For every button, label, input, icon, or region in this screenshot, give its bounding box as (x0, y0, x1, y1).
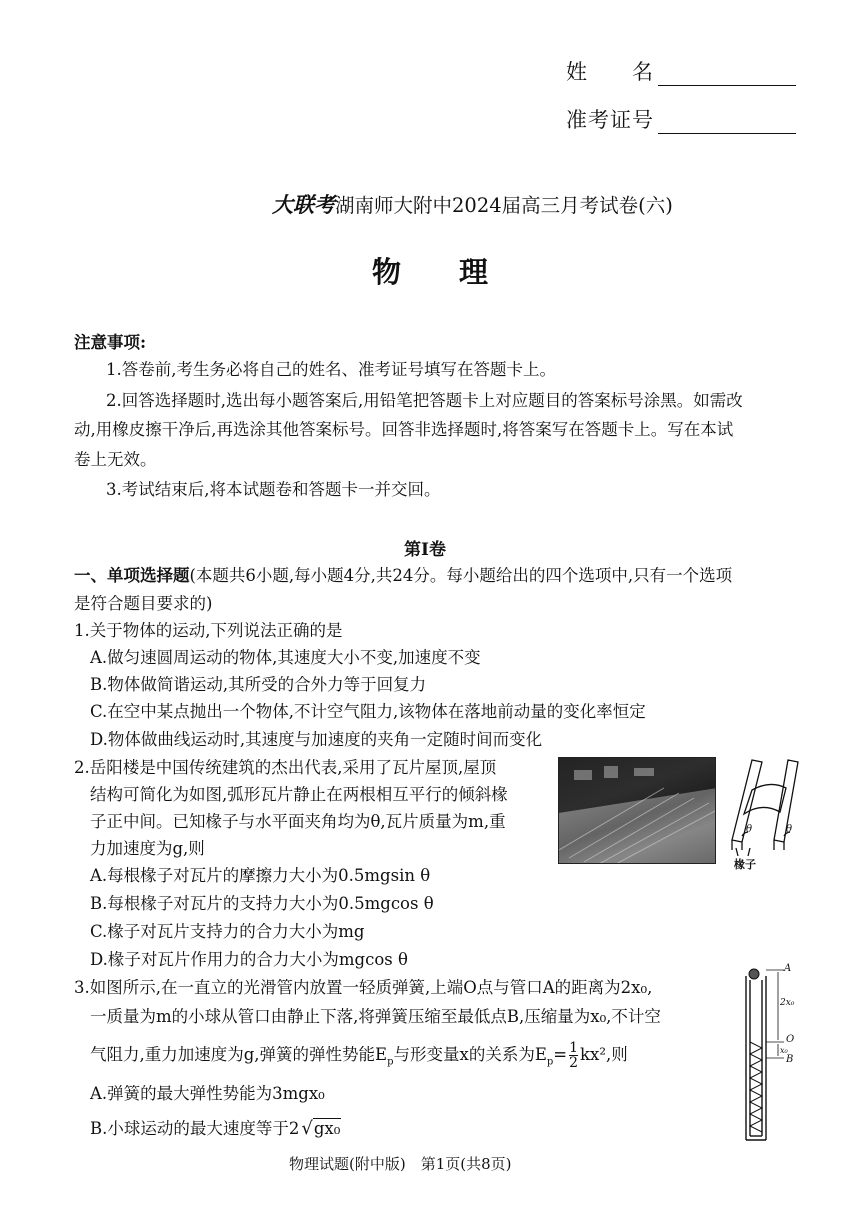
q2-option-a: A.每根椽子对瓦片的摩擦力大小为0.5mgsin θ (90, 866, 431, 885)
name-blank (658, 62, 796, 86)
rafter-theta-left: θ (746, 824, 753, 835)
q1-option-b: B.物体做简谐运动,其所受的合外力等于回复力 (90, 675, 427, 694)
name-field-row (566, 56, 796, 86)
q2-stem-line-3: 子正中间。已知椽子与水平面夹角均为θ,瓦片质量为m,重 (90, 812, 506, 831)
q2-option-c: C.椽子对瓦片支持力的合力大小为mg (90, 922, 365, 941)
tube-label-b: B (786, 1054, 794, 1065)
name-label: 姓 名 (566, 60, 654, 84)
notice-heading: 注意事项: (74, 333, 147, 352)
roof-photo-shapes (559, 758, 716, 864)
page-footer: 物理试题(附中版) 第1页(共8页) (289, 1155, 512, 1173)
q1-stem: 1.关于物体的运动,下列说法正确的是 (74, 621, 343, 640)
q2-stem-line-1: 2.岳阳楼是中国传统建筑的杰出代表,采用了瓦片屋顶,屋顶 (74, 758, 497, 777)
notice-item-2-line-1: 2.回答选择题时,选出每小题答案后,用铅笔把答题卡上对应题目的答案标号涂黑。如需改 (106, 391, 743, 410)
q3-line3-sub: p (387, 1056, 394, 1068)
section-heading-bold: 一、单项选择题 (74, 566, 190, 585)
notice-item-3: 3.考试结束后,将本试题卷和答题卡一并交回。 (106, 480, 441, 499)
q1-option-d: D.物体做曲线运动时,其速度与加速度的夹角一定随时间而变化 (90, 730, 543, 749)
spring-tube-svg (740, 966, 806, 1144)
q3-line3-mid: 与形变量x的关系为E (393, 1045, 547, 1064)
section-heading-rest: (本题共6小题,每小题4分,共24分。每小题给出的四个选项中,只有一个选项 (189, 566, 733, 585)
rafter-diagram-svg (728, 754, 800, 872)
section-heading-line-1 (74, 562, 732, 589)
q1-option-c: C.在空中某点抛出一个物体,不计空气阻力,该物体在落地前动量的变化率恒定 (90, 702, 646, 721)
section-heading-line-2: 是符合题目要求的) (74, 594, 213, 613)
q3-stem-line-1: 3.如图所示,在一直立的光滑管内放置一轻质弹簧,上端O点与管口A的距离为2x₀, (74, 978, 653, 997)
q3-line3-pre: 气阻力,重力加速度为g,弹簧的弹性势能E (90, 1045, 388, 1064)
q2-option-d: D.椽子对瓦片作用力的合力大小为mgcos θ (90, 950, 408, 969)
volume-heading: 第Ⅰ卷 (404, 540, 446, 560)
tube-label-x0: x₀ (780, 1046, 788, 1055)
notice-item-2-line-2: 动,用橡皮擦干净后,再选涂其他答案标号。回答非选择题时,将答案写在答题卡上。写在本试 (74, 420, 734, 439)
brand-logo-text: 大联考 (272, 192, 335, 217)
q3-fraction (569, 1041, 578, 1070)
q2-stem-line-2: 结构可简化为如图,弧形瓦片静止在两根相互平行的倾斜椽 (90, 785, 508, 804)
rafter-diagram (728, 754, 800, 872)
tube-label-o: O (786, 1034, 795, 1045)
spring-tube-diagram (740, 963, 806, 1144)
notice-item-2-line-3: 卷上无效。 (74, 450, 157, 469)
q3-stem-line-2: 一质量为m的小球从管口由静止下落,将弹簧压缩至最低点B,压缩量为x₀,不计空 (90, 1007, 661, 1026)
roof-tile-photo (558, 757, 716, 864)
q3-option-b-radicand: gx₀ (313, 1119, 341, 1138)
exam-title-text: 湖南师大附中2024届高三月考试卷(六) (335, 194, 673, 217)
q3-frac-num: 1 (569, 1040, 579, 1056)
id-label: 准考证号 (566, 108, 654, 132)
exam-title (272, 189, 673, 219)
sqrt-icon: √ (301, 1118, 313, 1139)
q3-frac-den: 2 (569, 1055, 579, 1071)
id-field-row (566, 104, 796, 134)
rafter-theta-right: θ (786, 824, 793, 835)
tube-label-2x0: 2x₀ (780, 998, 795, 1008)
q3-line3-eq: = (553, 1045, 568, 1064)
q2-stem-line-4: 力加速度为g,则 (90, 839, 205, 858)
tube-label-a: A (784, 963, 792, 974)
q3-line3-sub2: p (546, 1056, 554, 1068)
q3-option-b (90, 1115, 341, 1142)
q3-option-b-pre: B.小球运动的最大速度等于2 (90, 1119, 300, 1138)
subject-title: 物理 (372, 255, 547, 289)
q3-stem-line-3 (90, 1041, 628, 1075)
id-blank (658, 110, 796, 134)
q3-line3-post: kx²,则 (580, 1045, 628, 1064)
rafter-label: 椽子 (734, 858, 756, 871)
notice-item-1: 1.答卷前,考生务必将自己的姓名、准考证号填写在答题卡上。 (106, 360, 556, 379)
q2-option-b: B.每根椽子对瓦片的支持力大小为0.5mgcos θ (90, 894, 434, 913)
q1-option-a: A.做匀速圆周运动的物体,其速度大小不变,加速度不变 (90, 648, 481, 667)
q3-option-a: A.弹簧的最大弹性势能为3mgx₀ (90, 1084, 325, 1103)
